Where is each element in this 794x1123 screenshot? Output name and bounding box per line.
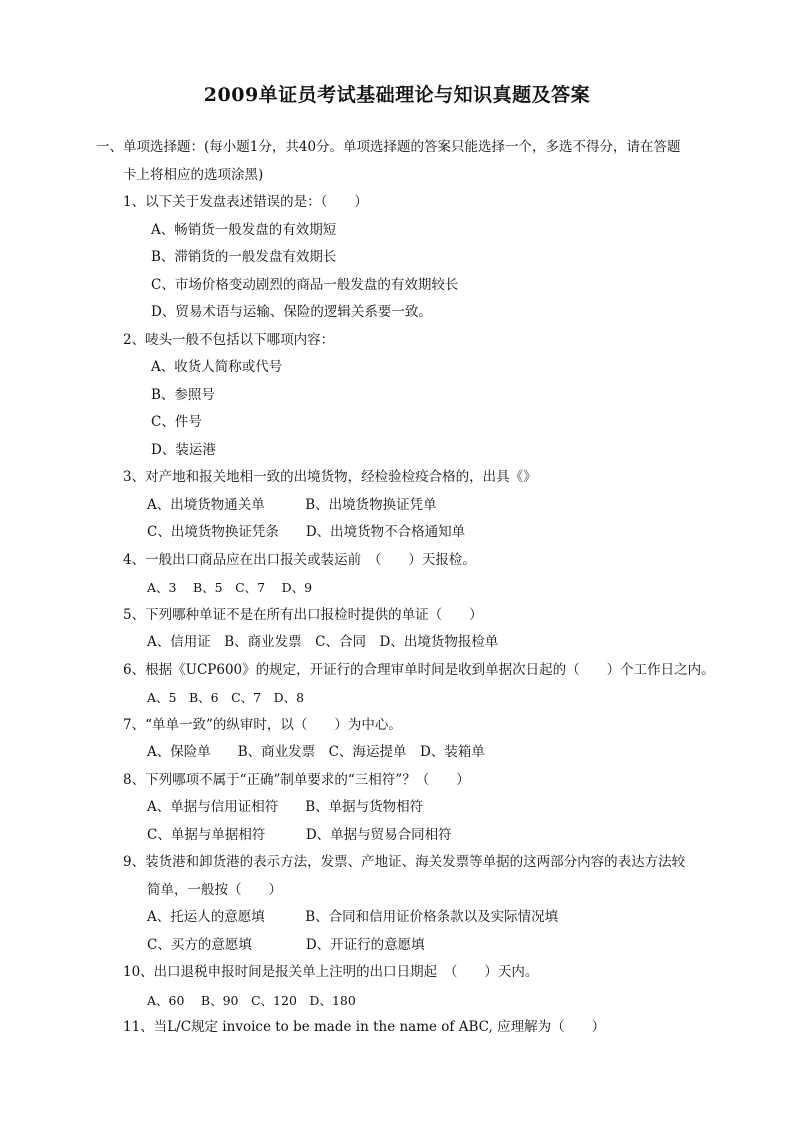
question-3-options-row1: A、出境货物通关单 B、出境货物换证凭单 [147, 496, 437, 513]
question-9-continuation: 简单，一般按（ ） [147, 881, 282, 898]
question-1: 1、以下关于发盘表述错误的是：（ ） [123, 194, 368, 210]
question-2-option-b: B、参照号 [151, 386, 215, 403]
question-9: 9、装货港和卸货港的表示方法，发票、产地证、海关发票等单据的这两部分内容的表达方法较 [123, 854, 686, 870]
question-1-option-d: D、贸易术语与运输、保险的逻辑关系要一致。 [151, 304, 432, 320]
question-8-options-row2: C、单据与单据相符 D、单据与贸易合同相符 [147, 826, 452, 843]
question-5: 5、下列哪种单证不是在所有出口报检时提供的单证（ ） [123, 606, 483, 623]
question-6: 6、根据《UCP600》的规定，开证行的合理审单时间是收到单据次日起的（ ）个工作日之内。 [123, 661, 715, 678]
question-11: 11、当L/C规定 invoice to be made in the name of ABC, 应理解为（ ） [123, 1019, 606, 1035]
question-1-option-a: A、畅销货一般发盘的有效期短 [151, 221, 337, 238]
section-single-choice [96, 134, 716, 1042]
question-4: 4、一般出口商品应在出口报关或装运前 （ ）天报检。 [123, 551, 476, 568]
document-title: 2009单证员考试基础理论与知识真题及答案 [203, 84, 591, 106]
question-2-option-d: D、装运港 [151, 441, 216, 458]
question-3: 3、对产地和报关地相一致的出境货物，经检验检疫合格的，出具《》 [123, 469, 537, 485]
question-1-option-c: C、市场价格变动剧烈的商品一般发盘的有效期较长 [151, 276, 459, 293]
question-6-options: A、5 B、6 C、7 D、8 [147, 690, 305, 705]
question-7-options: A、保险单 B、商业发票 C、海运提单 D、装箱单 [147, 744, 485, 760]
section-heading-line2: 卡上将相应的选项涂黑) [123, 166, 264, 183]
question-7: 7、“单单一致”的纵审时，以（ ）为中心。 [123, 716, 402, 733]
question-10: 10、出口退税申报时间是报关单上注明的出口日期起 （ ）天内。 [123, 964, 539, 980]
question-10-options: A、60 B、90 C、120 D、180 [147, 992, 356, 1008]
question-8: 8、下列哪项不属于“正确”制单要求的“三相符”？（ ） [123, 771, 470, 788]
question-2-option-c: C、件号 [151, 414, 202, 430]
question-9-options-row1: A、托运人的意愿填 B、合同和信用证价格条款以及实际情况填 [147, 909, 559, 925]
question-3-options-row2: C、出境货物换证凭条 D、出境货物不合格通知单 [147, 524, 466, 540]
question-4-options: A、3 B、5 C、7 D、9 [147, 580, 313, 595]
question-9-options-row2: C、买方的意愿填 D、开证行的意愿填 [147, 936, 425, 953]
question-5-options: A、信用证 B、商业发票 C、合同 D、出境货物报检单 [147, 634, 499, 650]
question-2: 2、唛头一般不包括以下哪项内容： [123, 331, 335, 348]
section-heading-line1: 一、单项选择题：(每小题1分，共40分。单项选择题的答案只能选择一个，多选不得分，请在答题 [96, 139, 681, 155]
question-8-options-row1: A、单据与信用证相符 B、单据与货物相符 [147, 799, 424, 815]
question-2-option-a: A、收货人简称或代号 [151, 359, 283, 375]
question-1-option-b: B、滞销货的一般发盘有效期长 [151, 249, 337, 265]
